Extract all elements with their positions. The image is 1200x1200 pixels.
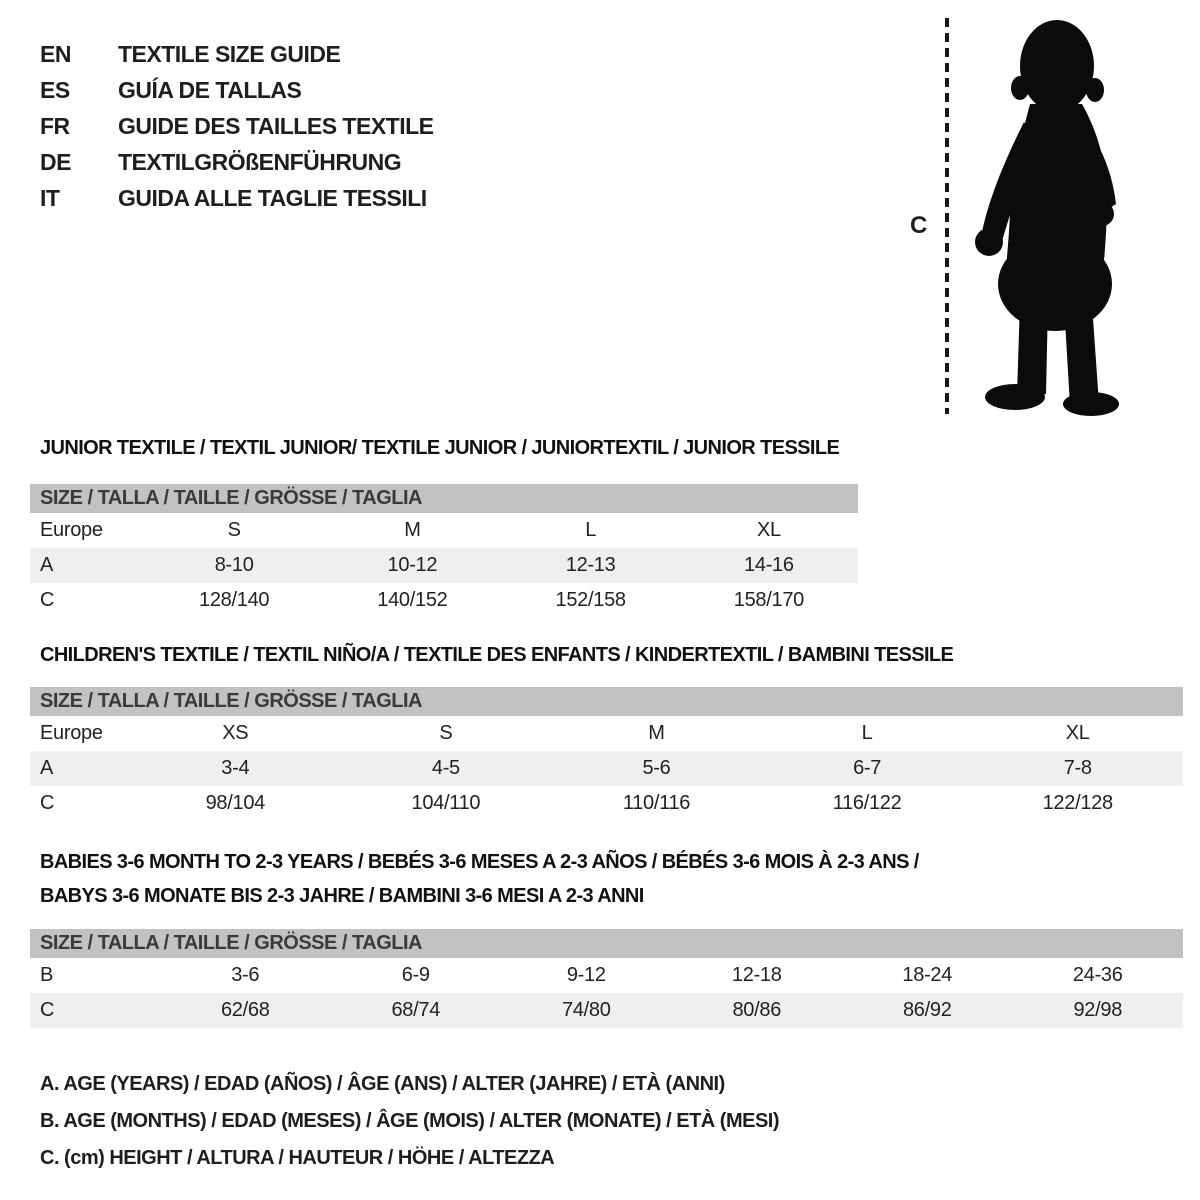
height-cell: 68/74 [391, 999, 441, 1021]
age-cell: 5-6 [642, 757, 671, 779]
row-label: C [40, 999, 55, 1021]
size-table-babies [30, 929, 1183, 1028]
table-row [30, 993, 1183, 1028]
language-code: FR [40, 112, 70, 139]
language-code: DE [40, 148, 71, 175]
age-cell: 7-8 [1063, 757, 1092, 779]
size-table-header: SIZE / TALLA / TAILLE / GRÖSSE / TAGLIA [30, 929, 1183, 958]
size-table-junior [30, 484, 858, 618]
age-cell: 4-5 [431, 757, 460, 779]
language-list [40, 36, 434, 216]
section-title-children: CHILDREN'S TEXTILE / TEXTIL NIÑO/A / TEXTILE DES ENFANTS / KINDERTEXTIL / BAMBINI TESSILE [40, 644, 954, 666]
size-cell: M [404, 519, 421, 541]
age-cell: 8-10 [214, 554, 254, 576]
language-row [40, 180, 434, 216]
size-cell: S [439, 722, 453, 744]
table-row [30, 786, 1183, 821]
table-row [30, 716, 1183, 751]
language-row [40, 144, 434, 180]
size-cell: XS [222, 722, 249, 744]
height-cell: 104/110 [411, 792, 481, 814]
section-title-junior: JUNIOR TEXTILE / TEXTIL JUNIOR/ TEXTILE JUNIOR / JUNIORTEXTIL / JUNIOR TESSILE [40, 437, 840, 459]
size-table-header: SIZE / TALLA / TAILLE / GRÖSSE / TAGLIA [30, 687, 1183, 716]
row-label: A [40, 757, 54, 779]
language-label: GUÍA DE TALLAS [118, 76, 302, 103]
height-cell: 122/128 [1042, 792, 1113, 814]
height-cell: 110/116 [622, 792, 691, 814]
height-cell: 152/158 [555, 589, 626, 611]
age-cell: 9-12 [566, 964, 606, 986]
legend-line-a: A. AGE (YEARS) / EDAD (AÑOS) / ÂGE (ANS) / ALTER (JAHRE) / ETÀ (ANNI) [40, 1073, 725, 1095]
legend-line-c: C. (cm) HEIGHT / ALTURA / HAUTEUR / HÖHE / ALTEZZA [40, 1147, 555, 1169]
language-code: ES [40, 76, 70, 103]
babies-title-line1: BABIES 3-6 MONTH TO 2-3 YEARS / BEBÉS 3-6 MESES A 2-3 AÑOS / BÉBÉS 3-6 MOIS À 2-3 ANS / [40, 851, 919, 873]
table-row [30, 751, 1183, 786]
language-label: GUIDA ALLE TAGLIE TESSILI [118, 184, 427, 211]
row-label: C [40, 589, 55, 611]
table-row [30, 513, 858, 548]
language-label: GUIDE DES TAILLES TEXTILE [118, 112, 434, 139]
table-row [30, 958, 1183, 993]
age-cell: 14-16 [744, 554, 794, 576]
age-cell: 10-12 [387, 554, 438, 576]
row-label: A [40, 554, 54, 576]
language-label: TEXTILE SIZE GUIDE [118, 40, 341, 67]
size-cell: L [861, 722, 873, 744]
language-row [40, 108, 434, 144]
height-cell: 128/140 [199, 589, 270, 611]
language-code: IT [40, 184, 60, 211]
size-table-header: SIZE / TALLA / TAILLE / GRÖSSE / TAGLIA [30, 484, 858, 513]
height-cell: 86/92 [902, 999, 952, 1021]
age-cell: 6-9 [401, 964, 430, 986]
size-cell: XL [756, 519, 781, 541]
section-title-babies [40, 845, 940, 913]
row-label: Europe [40, 722, 103, 744]
legend [40, 1066, 779, 1177]
row-label: Europe [40, 519, 103, 541]
height-cell: 98/104 [205, 792, 265, 814]
language-code: EN [40, 40, 71, 67]
table-row [30, 583, 858, 618]
language-label: TEXTILGRÖßENFÜHRUNG [118, 148, 402, 175]
age-cell: 18-24 [902, 964, 953, 986]
height-cell: 158/170 [733, 589, 804, 611]
legend-line-b: B. AGE (MONTHS) / EDAD (MESES) / ÂGE (MOIS) / ALTER (MONATE) / ETÀ (MESI) [40, 1110, 780, 1132]
height-cell: 62/68 [220, 999, 270, 1021]
measure-label-c: C [910, 212, 928, 239]
size-cell: L [585, 519, 597, 541]
age-cell: 3-6 [231, 964, 260, 986]
age-cell: 12-18 [731, 964, 782, 986]
row-label: C [40, 792, 55, 814]
age-cell: 3-4 [221, 757, 250, 779]
height-cell: 140/152 [377, 589, 448, 611]
height-cell: 74/80 [561, 999, 611, 1021]
size-cell: XL [1065, 722, 1090, 744]
row-label: B [40, 964, 54, 986]
size-cell: S [227, 519, 241, 541]
age-cell: 24-36 [1072, 964, 1123, 986]
size-table-children [30, 687, 1183, 821]
age-cell: 12-13 [565, 554, 616, 576]
language-row [40, 36, 434, 72]
table-row [30, 548, 858, 583]
age-cell: 6-7 [853, 757, 882, 779]
babies-title-line2: BABYS 3-6 MONATE BIS 2-3 JAHRE / BAMBINI 3-6 MESI A 2-3 ANNI [40, 885, 644, 907]
height-cell: 92/98 [1073, 999, 1123, 1021]
language-row [40, 72, 434, 108]
height-cell: 80/86 [732, 999, 782, 1021]
height-cell: 116/122 [832, 792, 902, 814]
size-cell: M [648, 722, 665, 744]
baby-silhouette-icon [960, 14, 1140, 416]
height-measure-dashed-line [945, 18, 949, 414]
